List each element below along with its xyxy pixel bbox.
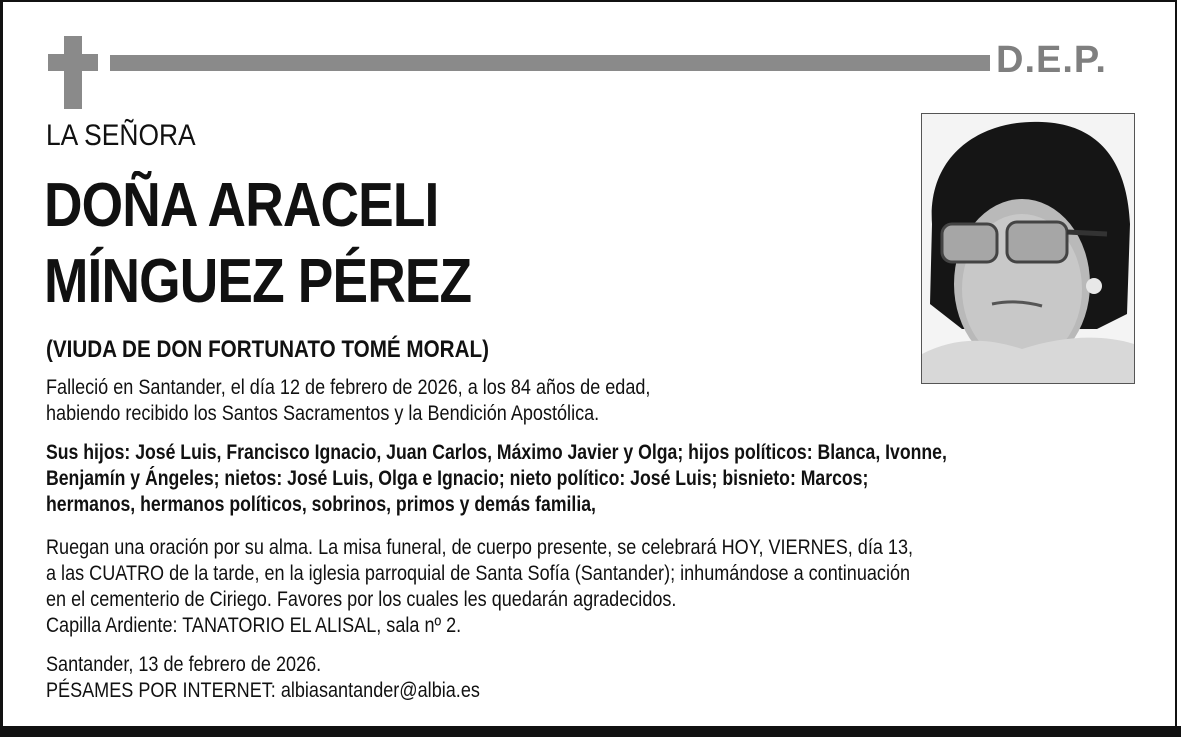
bottom-border bbox=[0, 726, 1181, 737]
portrait-image bbox=[922, 114, 1134, 383]
deceased-name bbox=[44, 168, 471, 320]
dep-label: D.E.P. bbox=[996, 39, 1107, 81]
family-line: Sus hijos: José Luis, Francisco Ignacio, Juan Carlos, Máximo Javier y Olga; hijos políticos: Blanca, Ivonne, bbox=[46, 441, 947, 464]
family-line: hermanos, hermanos políticos, sobrinos, primos y demás familia, bbox=[46, 493, 596, 516]
condolences-email: PÉSAMES POR INTERNET: albiasantander@albia.es bbox=[46, 679, 480, 702]
cross-icon bbox=[64, 36, 82, 109]
cross-icon-arm bbox=[48, 54, 98, 71]
death-line: Falleció en Santander, el día 12 de febrero de 2026, a los 84 años de edad, bbox=[46, 376, 651, 399]
name-line-1: DOÑA ARACELI bbox=[44, 171, 439, 240]
name-line-2: MÍNGUEZ PÉREZ bbox=[44, 247, 472, 316]
service-line: en el cementerio de Ciriego. Favores por los cuales les quedarán agradecidos. bbox=[46, 588, 677, 611]
death-paragraph bbox=[46, 375, 650, 427]
widow-of: (VIUDA DE DON FORTUNATO TOMÉ MORAL) bbox=[46, 336, 489, 363]
family-paragraph bbox=[46, 440, 947, 518]
header-rule bbox=[110, 55, 990, 71]
service-line: a las CUATRO de la tarde, en la iglesia parroquial de Santa Sofía (Santander); inhumándose a continuación bbox=[46, 562, 911, 585]
service-line: Ruegan una oración por su alma. La misa funeral, de cuerpo presente, se celebrará HOY, VIERNES, día 13, bbox=[46, 536, 914, 559]
footer-date: Santander, 13 de febrero de 2026. bbox=[46, 653, 322, 676]
service-line: Capilla Ardiente: TANATORIO EL ALISAL, sala nº 2. bbox=[46, 614, 462, 637]
service-paragraph bbox=[46, 535, 913, 639]
footer-paragraph bbox=[46, 652, 480, 704]
title-prefix: LA SEÑORA bbox=[46, 119, 196, 152]
portrait-photo bbox=[921, 113, 1135, 384]
family-line: Benjamín y Ángeles; nietos: José Luis, Olga e Ignacio; nieto político: José Luis; bisnieto: Marcos; bbox=[46, 467, 869, 490]
death-line: habiendo recibido los Santos Sacramentos y la Bendición Apostólica. bbox=[46, 402, 600, 425]
